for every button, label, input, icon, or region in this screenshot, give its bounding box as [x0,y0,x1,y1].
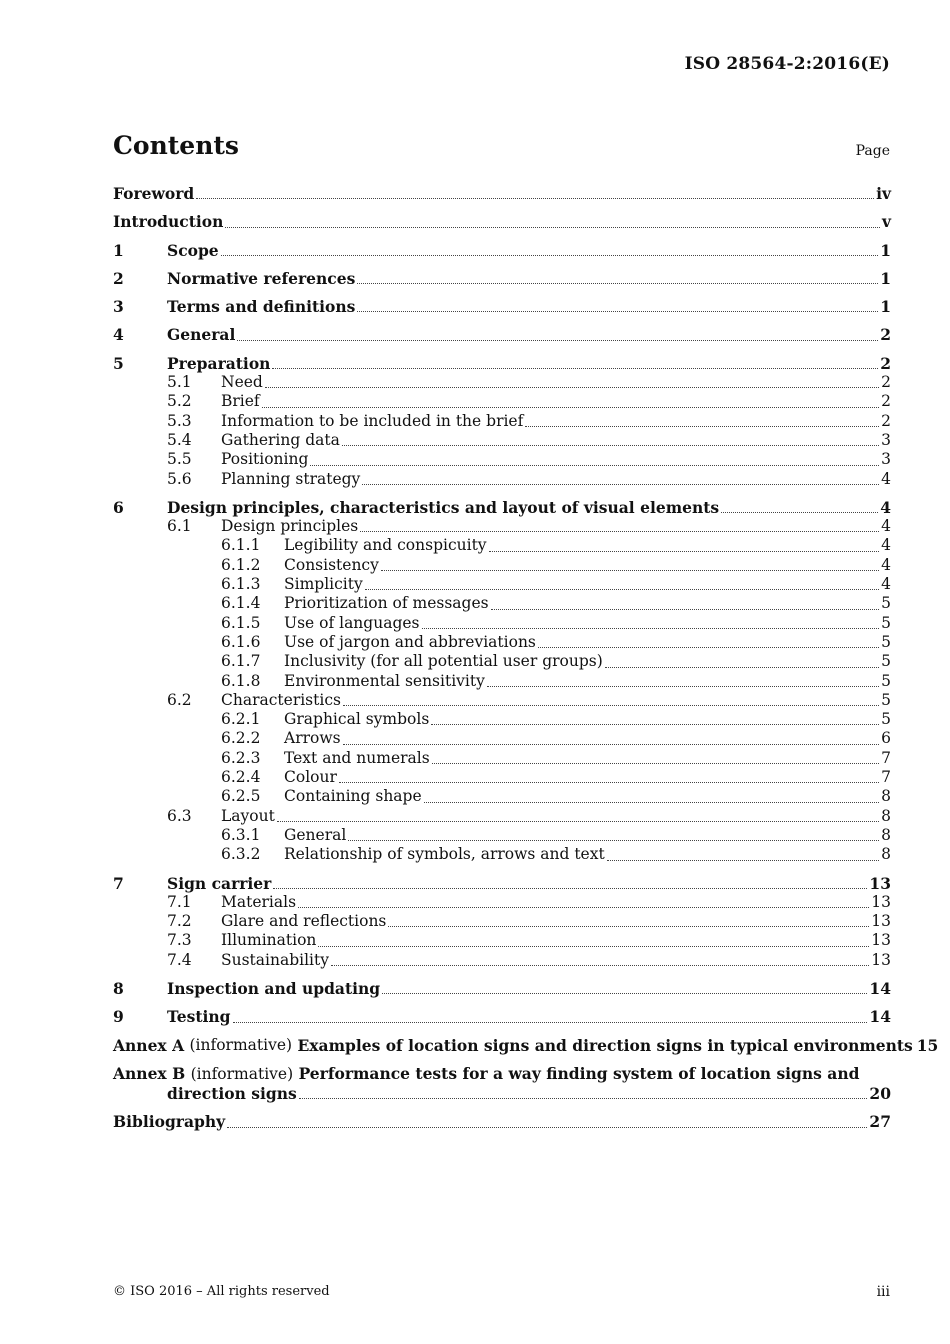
annex-b-entry[interactable] [113,1064,891,1104]
leader-dots [343,701,879,706]
toc-entry-page: 4 [881,555,891,574]
toc-entry-page: 7 [881,768,891,787]
leader-dots [357,279,878,284]
toc-entry[interactable] [113,269,891,288]
leader-dots [265,383,879,388]
toc-entry-number: 6.1.8 [221,671,261,690]
toc-entry-label: Information to be included in the brief [221,411,524,430]
toc-entry[interactable] [113,373,891,392]
leader-dots [365,585,879,590]
toc-entry-page: 5 [881,690,891,709]
toc-entry-page: 1 [880,268,891,288]
toc-entry-number: 6.1.2 [221,555,261,574]
toc-entry-label: Use of languages [284,613,420,632]
toc-entry-page: 2 [880,353,891,373]
toc-entry[interactable] [113,297,891,316]
toc-entry-page: 8 [881,825,891,844]
table-of-contents [113,184,939,1132]
toc-entry-page: 2 [881,411,891,430]
toc-entry[interactable] [113,517,891,536]
leader-dots [348,836,879,841]
toc-entry-label: General [167,325,236,345]
toc-entry-page: 14 [869,978,891,998]
toc-entry-label: Layout [221,806,275,825]
toc-entry-label: Need [221,373,263,392]
leader-dots [607,856,879,861]
toc-entry-label: Characteristics [221,690,341,709]
toc-entry-page: 7 [881,748,891,767]
toc-entry-page: 5 [881,671,891,690]
annex-b-title-line1: Performance tests for a way finding system of location signs and [298,1063,860,1083]
toc-entry-page: 8 [881,787,891,806]
toc-entry-number: 7.2 [167,912,192,931]
leader-dots [273,884,867,889]
toc-entry-number: 6.2.2 [221,729,261,748]
toc-entry-page: 5 [881,652,891,671]
toc-entry[interactable] [113,951,891,970]
leader-dots [431,720,879,725]
toc-entry-label: Consistency [284,555,379,574]
toc-entry[interactable] [113,354,891,373]
toc-entry-number: 5.1 [167,373,192,392]
toc-entry-page: 6 [881,729,891,748]
toc-entry-label: Glare and reflections [221,912,387,931]
toc-entry-label: Design principles [221,517,359,536]
toc-entry-page: 13 [869,873,891,893]
toc-entry-label: Colour [284,768,337,787]
toc-entry[interactable] [113,652,891,671]
toc-entry-number: 5.4 [167,430,192,449]
toc-entry-page: 5 [881,594,891,613]
toc-entry-number: 1 [113,240,124,260]
annex-b-prefix: Annex B [113,1063,186,1083]
bibliography-label: Bibliography [113,1112,226,1132]
toc-entry-number: 6.2.4 [221,768,261,787]
leader-dots [310,461,879,466]
leader-dots [432,759,879,764]
toc-entry-number: 7.4 [167,950,192,969]
toc-entry[interactable] [113,845,891,864]
leader-dots [357,307,878,312]
toc-entry[interactable] [113,325,891,344]
leader-dots [343,740,880,745]
leader-dots [298,903,869,908]
toc-entry-label: Relationship of symbols, arrows and text [284,845,605,864]
toc-entry[interactable] [113,710,891,729]
toc-entry-number: 6.3.2 [221,845,261,864]
toc-entry-label: Legibility and conspicuity [284,536,487,555]
toc-entry-number: 8 [113,978,124,998]
toc-entry[interactable] [113,392,891,411]
leader-dots [422,624,880,629]
toc-entry[interactable] [113,787,891,806]
toc-entry-number: 6.2.5 [221,787,261,806]
toc-entry-label: Sustainability [221,950,329,969]
toc-entry-number: 5.5 [167,450,192,469]
toc-entry-page: 1 [880,240,891,260]
toc-entry-page: 3 [881,430,891,449]
toc-entry-number: 6 [113,497,124,517]
leader-dots [424,798,879,803]
annex-a-type: (informative) [189,1035,293,1054]
toc-entry-page: iv [876,184,891,203]
leader-dots [362,480,879,485]
annex-a-page: 15 [916,1035,939,1055]
footer-page-number: iii [876,1284,890,1300]
toc-entry-page: 5 [881,613,891,632]
toc-entry-label: Positioning [221,450,309,469]
toc-entry-label: Prioritization of messages [284,594,489,613]
leader-dots [225,223,880,228]
toc-entry-label: Inclusivity (for all potential user groups) [284,652,603,671]
toc-entry-label: Containing shape [284,787,422,806]
toc-entry-number: 6.1.6 [221,632,261,651]
toc-entry-page: 13 [871,912,891,931]
toc-entry[interactable] [113,575,891,594]
toc-entry-label: Gathering data [221,430,340,449]
toc-entry[interactable] [113,691,891,710]
toc-entry-number: 7 [113,873,124,893]
toc-entry[interactable] [113,633,891,652]
toc-entry[interactable] [113,556,891,575]
leader-dots [237,336,878,341]
page-column-label: Page [855,143,890,159]
leader-dots [489,547,880,552]
footer-copyright: © ISO 2016 – All rights reserved [113,1284,330,1299]
leader-dots [227,1123,867,1128]
toc-entry-label: Testing [167,1007,231,1027]
bibliography-entry[interactable] [113,1112,891,1131]
toc-entry[interactable] [113,241,891,260]
toc-entry[interactable] [113,450,891,469]
leader-dots [721,508,878,513]
toc-entry[interactable] [113,807,891,826]
toc-entry[interactable] [113,614,891,633]
document-id: ISO 28564-2:2016(E) [684,54,890,74]
toc-entry[interactable] [113,212,891,231]
leader-dots [382,989,867,994]
toc-entry[interactable] [113,912,891,931]
toc-entry-label: Use of jargon and abbreviations [284,632,536,651]
toc-entry-page: 5 [881,710,891,729]
toc-entry-label: Foreword [113,184,195,203]
toc-entry-label: Environmental sensitivity [284,671,485,690]
toc-entry[interactable] [113,498,891,517]
toc-entry-label: Illumination [221,931,317,950]
toc-entry-number: 6.2.1 [221,710,261,729]
leader-dots [196,194,874,199]
toc-entry-label: Arrows [284,729,341,748]
leader-dots [272,364,878,369]
toc-entry-number: 4 [113,325,124,345]
leader-dots [342,441,879,446]
toc-entry-label: Inspection and updating [167,978,381,998]
leader-dots [381,566,879,571]
toc-entry-number: 2 [113,268,124,288]
toc-entry-number: 6.2 [167,690,192,709]
annex-b-type: (informative) [190,1064,294,1083]
toc-entry-page: 4 [880,497,891,517]
leader-dots [318,942,869,947]
bibliography-page: 27 [869,1112,891,1132]
leader-dots [221,251,879,256]
leader-dots [605,663,879,668]
toc-entry-page: 1 [880,297,891,317]
toc-entry-label: General [284,825,347,844]
leader-dots [331,961,869,966]
toc-entry[interactable] [113,931,891,950]
toc-entry-page: 8 [881,806,891,825]
toc-entry-label: Scope [167,240,219,260]
leader-dots [262,403,879,408]
annex-b-page: 20 [869,1084,891,1104]
toc-entry-page: 2 [881,392,891,411]
toc-entry-number: 5.6 [167,469,192,488]
leader-dots [538,643,879,648]
toc-entry-label: Materials [221,892,297,911]
toc-entry-page: 13 [871,931,891,950]
toc-entry[interactable] [113,1007,891,1026]
toc-entry-label: Design principles, characteristics and layout of visual elements [167,497,720,517]
toc-entry[interactable] [113,979,891,998]
toc-entry-page: 5 [881,632,891,651]
toc-entry[interactable] [113,729,891,748]
toc-entry-number: 9 [113,1007,124,1027]
toc-entry[interactable] [113,826,891,845]
toc-entry-page: 4 [881,536,891,555]
leader-dots [233,1018,868,1023]
toc-entry-label: Terms and definitions [167,297,356,317]
toc-entry[interactable] [113,412,891,431]
toc-entry-number: 6.3 [167,806,192,825]
toc-entry-label: Text and numerals [284,748,430,767]
toc-entry-page: 4 [881,575,891,594]
leader-dots [388,922,869,927]
toc-entry-number: 6.1.5 [221,613,261,632]
toc-entry[interactable] [113,768,891,787]
toc-entry[interactable] [113,749,891,768]
toc-entry-page: 13 [871,892,891,911]
toc-entry-page: 14 [869,1007,891,1027]
toc-entry-number: 6.1.7 [221,652,261,671]
toc-entry-number: 6.1 [167,517,192,536]
toc-entry-number: 3 [113,297,124,317]
toc-entry[interactable] [113,594,891,613]
toc-entry-page: 4 [881,517,891,536]
leader-dots [277,817,879,822]
toc-entry-label: Normative references [167,268,356,288]
toc-entry-label: Preparation [167,353,271,373]
leader-dots [299,1094,868,1099]
toc-entry[interactable] [113,184,891,203]
leader-dots [491,605,880,610]
toc-entry-label: Brief [221,392,260,411]
toc-entry-page: v [881,212,891,232]
toc-entry[interactable] [113,874,891,893]
annex-a-entry[interactable] [113,1035,939,1055]
toc-entry-label: Simplicity [284,575,363,594]
annex-a-prefix: Annex A [113,1035,185,1055]
toc-entry-page: 4 [881,469,891,488]
toc-entries [113,184,891,1027]
leader-dots [487,682,879,687]
toc-entry-label: Graphical symbols [284,710,430,729]
toc-entry-page: 2 [880,325,891,345]
toc-entry-number: 7.3 [167,931,192,950]
toc-entry-page: 8 [881,845,891,864]
toc-entry[interactable] [113,672,891,691]
toc-entry-number: 5 [113,353,124,373]
toc-entry-number: 6.2.3 [221,748,261,767]
leader-dots [360,527,879,532]
toc-entry-page: 2 [881,373,891,392]
page-title: Contents [113,131,240,160]
toc-entry-number: 5.3 [167,411,192,430]
toc-entry-number: 6.1.1 [221,536,261,555]
toc-entry-number: 7.1 [167,892,192,911]
toc-entry-page: 3 [881,450,891,469]
toc-entry[interactable] [113,470,891,489]
leader-dots [525,422,879,427]
toc-entry[interactable] [113,431,891,450]
toc-entry-number: 6.3.1 [221,825,261,844]
toc-entry-number: 5.2 [167,392,192,411]
toc-entry-number: 6.1.3 [221,575,261,594]
toc-entry[interactable] [113,893,891,912]
toc-entry-label: Sign carrier [167,873,272,893]
toc-entry-label: Planning strategy [221,469,361,488]
toc-entry-page: 13 [871,950,891,969]
annex-a-title: Examples of location signs and direction signs in typical environments [297,1035,913,1055]
annex-b-title-line2: direction signs [167,1084,297,1104]
toc-entry-number: 6.1.4 [221,594,261,613]
leader-dots [339,778,879,783]
toc-entry-label: Introduction [113,212,224,232]
toc-entry[interactable] [113,536,891,555]
